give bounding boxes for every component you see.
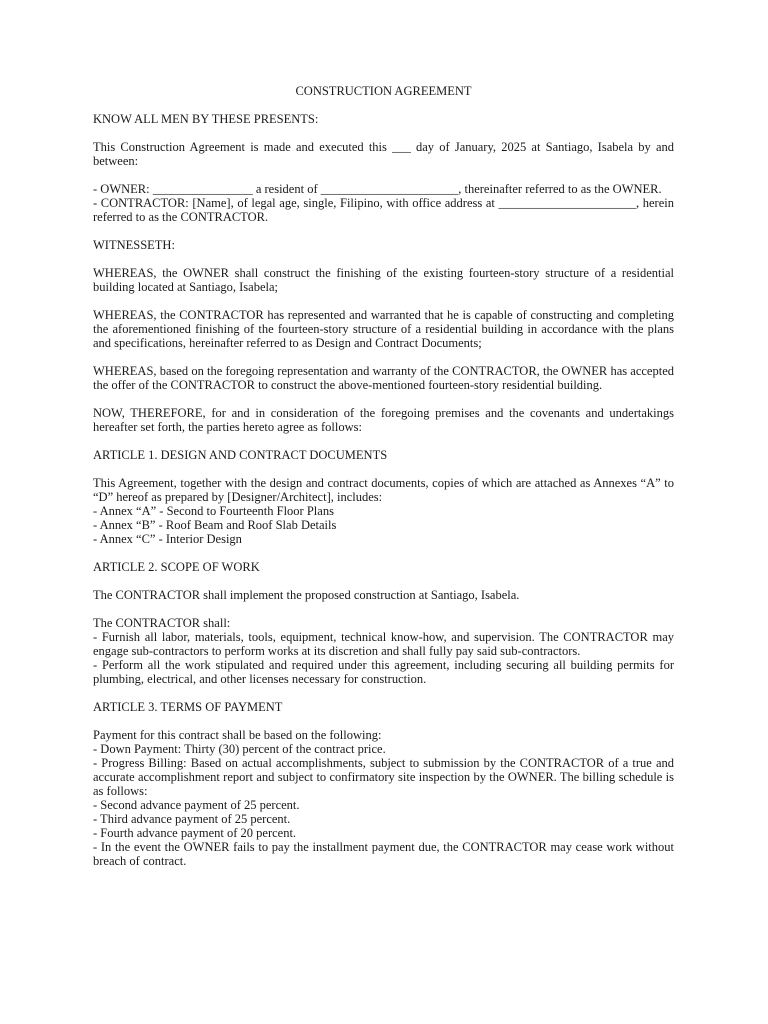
article-3-body (93, 728, 674, 868)
payment-item: - Third advance payment of 25 percent. (93, 812, 291, 826)
annex-item: - Annex “C” - Interior Design (93, 532, 242, 546)
owner-party-line: - OWNER: ________________ a resident of ______________________, thereinafter referred to as the OWNER. (93, 182, 662, 196)
intro-paragraph: This Construction Agreement is made and executed this ___ day of January, 2025 at Santiago, Isabela by and between: (93, 140, 674, 168)
whereas-paragraph: WHEREAS, the OWNER shall construct the finishing of the existing fourteen-story structure of a residential building located at Santiago, Isabela; (93, 266, 674, 294)
scope-item: - Furnish all labor, materials, tools, equipment, technical know-how, and supervision. The CONTRACTOR may engage sub-contractors to perform works at its discretion and shall fully pay said sub-contractors. (93, 630, 674, 658)
whereas-paragraph: WHEREAS, the CONTRACTOR has represented and warranted that he is capable of constructing and completing the aforementioned finishing of the fourteen-story structure of a residential building in accordance with the plans and specifications, hereinafter referred to as Design and Contract Documents; (93, 308, 674, 350)
article-2-implement: The CONTRACTOR shall implement the proposed construction at Santiago, Isabela. (93, 588, 520, 602)
document-title: CONSTRUCTION AGREEMENT (295, 84, 472, 98)
payment-item: - Progress Billing: Based on actual accomplishments, subject to submission by the CONTRACTOR of a true and accurate accomplishment report and subject to confirmatory site inspection by the OWNER. The billing schedule is as follows: (93, 756, 674, 798)
article-3-heading: ARTICLE 3. TERMS OF PAYMENT (93, 700, 283, 714)
contractor-party-line: - CONTRACTOR: [Name], of legal age, single, Filipino, with office address at ______________________, herein referred to as the CONTRACTOR. (93, 196, 674, 224)
article-2-lead: The CONTRACTOR shall: (93, 616, 231, 630)
article-2-heading: ARTICLE 2. SCOPE OF WORK (93, 560, 260, 574)
article-3-lead: Payment for this contract shall be based on the following: (93, 728, 382, 742)
article-1-body (93, 476, 674, 546)
payment-item: - Fourth advance payment of 20 percent. (93, 826, 297, 840)
annex-item: - Annex “A” - Second to Fourteenth Floor Plans (93, 504, 334, 518)
payment-item: - In the event the OWNER fails to pay the installment payment due, the CONTRACTOR may cease work without breach of contract. (93, 840, 674, 868)
now-therefore-paragraph: NOW, THEREFORE, for and in consideration of the foregoing premises and the covenants and undertakings hereafter set forth, the parties hereto agree as follows: (93, 406, 674, 434)
scope-item: - Perform all the work stipulated and required under this agreement, including securing all building permits for plumbing, electrical, and other licenses necessary for construction. (93, 658, 674, 686)
whereas-paragraph: WHEREAS, based on the foregoing representation and warranty of the CONTRACTOR, the OWNER has accepted the offer of the CONTRACTOR to construct the above-mentioned fourteen-story residential building. (93, 364, 674, 392)
annex-item: - Annex “B” - Roof Beam and Roof Slab Details (93, 518, 337, 532)
payment-item: - Down Payment: Thirty (30) percent of the contract price. (93, 742, 386, 756)
witnesseth-heading: WITNESSETH: (93, 238, 175, 252)
article-2-body (93, 616, 674, 686)
article-1-intro: This Agreement, together with the design and contract documents, copies of which are attached as Annexes “A” to “D” hereof as prepared by [Designer/Architect], includes: (93, 476, 674, 504)
know-all-line: KNOW ALL MEN BY THESE PRESENTS: (93, 112, 319, 126)
payment-item: - Second advance payment of 25 percent. (93, 798, 300, 812)
article-1-heading: ARTICLE 1. DESIGN AND CONTRACT DOCUMENTS (93, 448, 388, 462)
parties-block (93, 182, 674, 224)
